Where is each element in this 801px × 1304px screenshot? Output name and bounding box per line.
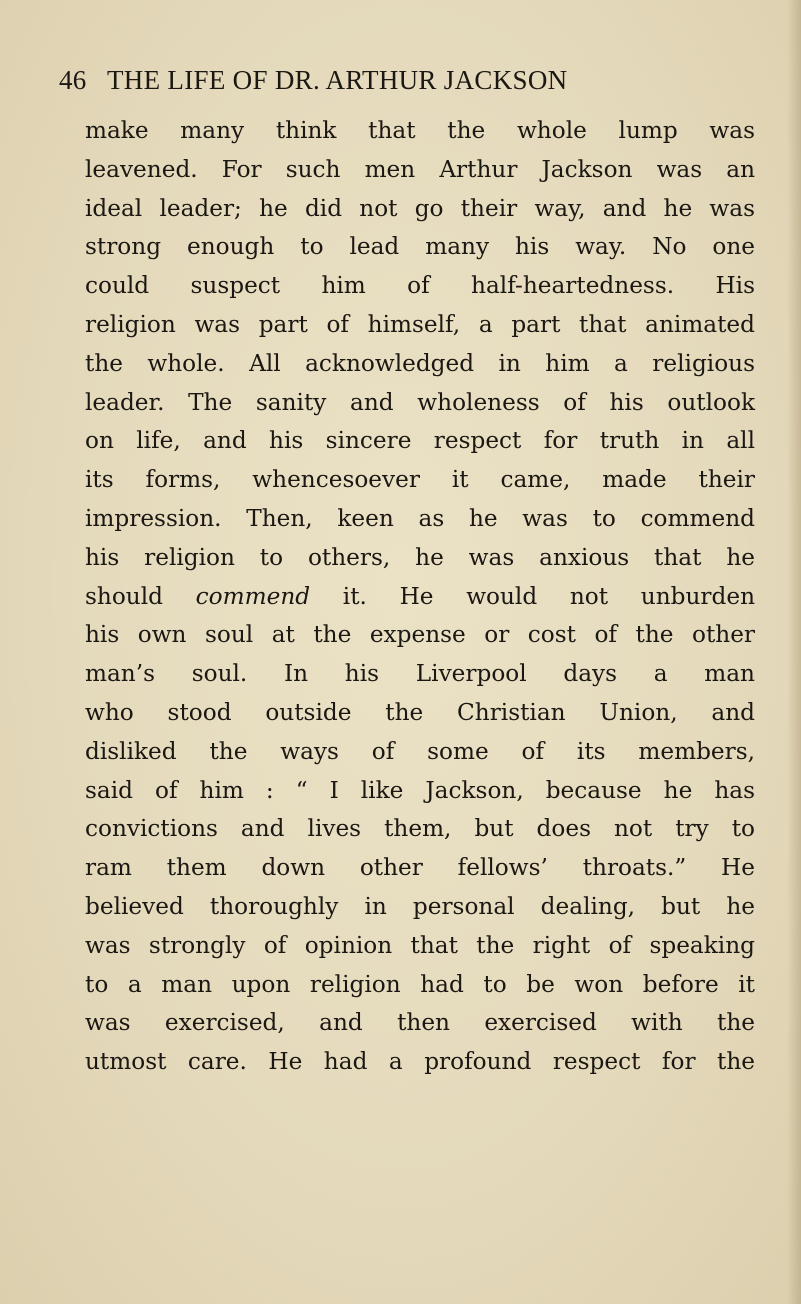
italic-text: commend <box>195 582 311 610</box>
text-line <box>85 888 755 927</box>
text-segment: ideal leader; he did not go their way, and he was <box>85 194 755 222</box>
text-line <box>85 500 755 539</box>
text-line <box>85 422 755 461</box>
text-line <box>85 228 755 267</box>
text-line <box>85 306 755 345</box>
text-segment: was exercised, and then exercised with the <box>85 1009 755 1037</box>
text-segment: said of him : “ I like Jackson, because he has <box>85 776 755 804</box>
text-segment: to a man upon religion had to be won before it <box>85 970 755 998</box>
running-head-title: THE LIFE OF DR. ARTHUR JACKSON <box>107 65 568 95</box>
text-line <box>85 694 755 733</box>
text-segment: convictions and lives them, but does not try to <box>85 815 755 843</box>
text-segment: ram them down other fellows’ throats.” He <box>85 854 755 882</box>
text-segment: who stood outside the Christian Union, and <box>85 698 755 726</box>
text-segment: his own soul at the expense or cost of the other <box>85 621 755 649</box>
text-line <box>85 190 755 229</box>
text-segment: disliked the ways of some of its members, <box>85 737 755 765</box>
text-line <box>85 772 755 811</box>
text-line <box>85 345 755 384</box>
text-segment: utmost care. He had a profound respect for the <box>85 1048 755 1076</box>
text-line <box>85 655 755 694</box>
text-line <box>85 539 755 578</box>
text-segment: strong enough to lead many his way. No one <box>85 233 755 261</box>
text-line <box>85 733 755 772</box>
text-segment: man’s soul. In his Liverpool days a man <box>85 660 755 688</box>
text-segment: on life, and his sincere respect for truth in all <box>85 427 755 455</box>
text-segment: its forms, whencesoever it came, made their <box>85 466 755 494</box>
text-line <box>85 151 755 190</box>
text-line <box>85 1004 755 1043</box>
text-segment: leavened. For such men Arthur Jackson was an <box>85 155 755 183</box>
running-header <box>59 63 699 97</box>
page-number: 46 <box>59 65 87 95</box>
text-segment: religion was part of himself, a part that animated <box>85 310 755 338</box>
text-segment: believed thoroughly in personal dealing, but he <box>85 892 755 920</box>
text-line <box>85 1043 755 1082</box>
text-segment: impression. Then, keen as he was to commend <box>85 504 755 532</box>
text-line <box>85 578 755 617</box>
text-segment: could suspect him of half-heartedness. His <box>85 272 755 300</box>
text-line <box>85 966 755 1005</box>
text-segment: was strongly of opinion that the right of speaking <box>85 931 755 959</box>
text-line <box>85 267 755 306</box>
text-line <box>85 384 755 423</box>
text-line <box>85 112 755 151</box>
text-segment: his religion to others, he was anxious that he <box>85 543 755 571</box>
text-segment: it. He would not unburden <box>310 582 755 610</box>
text-line <box>85 849 755 888</box>
text-line <box>85 810 755 849</box>
text-segment: should <box>85 582 196 610</box>
text-segment: leader. The sanity and wholeness of his outlook <box>85 388 755 416</box>
text-line <box>85 616 755 655</box>
body-text <box>85 112 755 1082</box>
text-segment: make many think that the whole lump was <box>85 117 755 144</box>
page-edge-shadow <box>787 0 801 1304</box>
text-line <box>85 927 755 966</box>
text-segment: the whole. All acknowledged in him a religious <box>85 349 755 377</box>
text-line <box>85 461 755 500</box>
